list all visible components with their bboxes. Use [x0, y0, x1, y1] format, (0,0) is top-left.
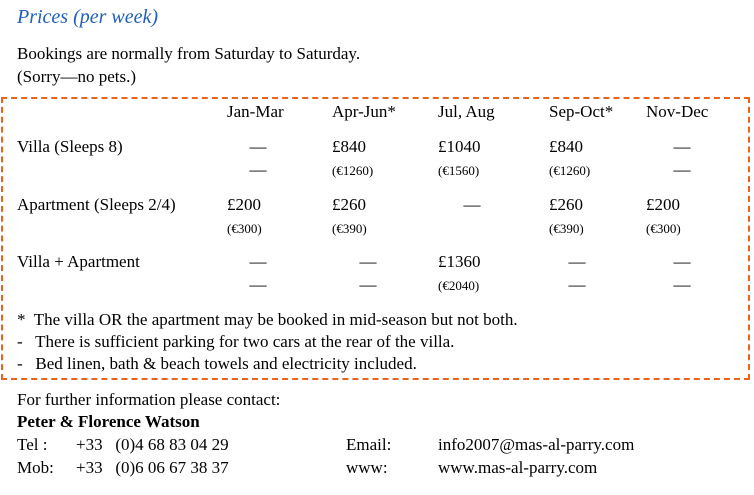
combo-gbp-sep-oct: —: [568, 252, 586, 271]
villa-eur-nov-dec: —: [673, 160, 691, 179]
apartment-gbp-jul-aug: —: [463, 195, 481, 214]
page-title: Prices (per week): [17, 6, 159, 28]
row-label-villa-apartment: Villa + Apartment: [17, 252, 140, 271]
villa-gbp-apr-jun: £840: [332, 137, 366, 156]
apartment-eur-sep-oct: (€390): [549, 221, 584, 236]
row-label-apartment: Apartment (Sleeps 2/4): [17, 195, 176, 214]
combo-gbp-apr-jun: —: [359, 252, 377, 271]
combo-gbp-nov-dec: —: [673, 252, 691, 271]
combo-eur-nov-dec: —: [673, 275, 691, 294]
villa-eur-apr-jun: (€1260): [332, 163, 374, 178]
mob-label: Mob:: [17, 458, 54, 477]
intro-booking-text: Bookings are normally from Saturday to Saturday.: [17, 44, 361, 63]
email-label: Email:: [346, 435, 392, 454]
villa-eur-sep-oct: (€1260): [549, 163, 591, 178]
apartment-gbp-jan-mar: £200: [227, 195, 261, 214]
row-label-villa: Villa (Sleeps 8): [17, 137, 123, 156]
mob-value: +33 (0)6 06 67 38 37: [76, 458, 229, 477]
combo-gbp-jan-mar: —: [249, 252, 267, 271]
combo-eur-apr-jun: —: [359, 275, 377, 294]
villa-gbp-jul-aug: £1040: [438, 137, 481, 156]
contact-intro: For further information please contact:: [17, 390, 281, 409]
tel-label: Tel :: [17, 435, 48, 454]
apartment-eur-nov-dec: (€300): [646, 221, 681, 236]
tel-value: +33 (0)4 68 83 04 29: [76, 435, 229, 454]
www-label: www:: [346, 458, 388, 477]
note-linen: - Bed linen, bath & beach towels and electricity included.: [17, 354, 417, 373]
contact-name: Peter & Florence Watson: [17, 412, 200, 431]
villa-gbp-nov-dec: —: [673, 137, 691, 156]
column-header-jul-aug: Jul, Aug: [438, 102, 495, 121]
note-parking: - There is sufficient parking for two cars at the rear of the villa.: [17, 332, 455, 351]
note-mid-season: * The villa OR the apartment may be booked in mid-season but not both.: [17, 310, 518, 329]
column-header-sep-oct: Sep-Oct*: [549, 102, 614, 121]
apartment-eur-jan-mar: (€300): [227, 221, 262, 236]
apartment-eur-apr-jun: (€390): [332, 221, 367, 236]
villa-eur-jan-mar: —: [249, 160, 267, 179]
website-link[interactable]: www.mas-al-parry.com: [438, 458, 598, 477]
column-header-jan-mar: Jan-Mar: [227, 102, 284, 121]
apartment-gbp-nov-dec: £200: [646, 195, 680, 214]
combo-eur-sep-oct: —: [568, 275, 586, 294]
combo-gbp-jul-aug: £1360: [438, 252, 481, 271]
villa-gbp-jan-mar: —: [249, 137, 267, 156]
combo-eur-jul-aug: (€2040): [438, 278, 480, 293]
villa-eur-jul-aug: (€1560): [438, 163, 480, 178]
column-header-apr-jun: Apr-Jun*: [332, 102, 396, 121]
apartment-gbp-sep-oct: £260: [549, 195, 583, 214]
apartment-gbp-apr-jun: £260: [332, 195, 366, 214]
combo-eur-jan-mar: —: [249, 275, 267, 294]
villa-gbp-sep-oct: £840: [549, 137, 583, 156]
email-link[interactable]: info2007@mas-al-parry.com: [438, 435, 635, 454]
column-header-nov-dec: Nov-Dec: [646, 102, 709, 121]
intro-pets-text: (Sorry—no pets.): [17, 67, 136, 86]
